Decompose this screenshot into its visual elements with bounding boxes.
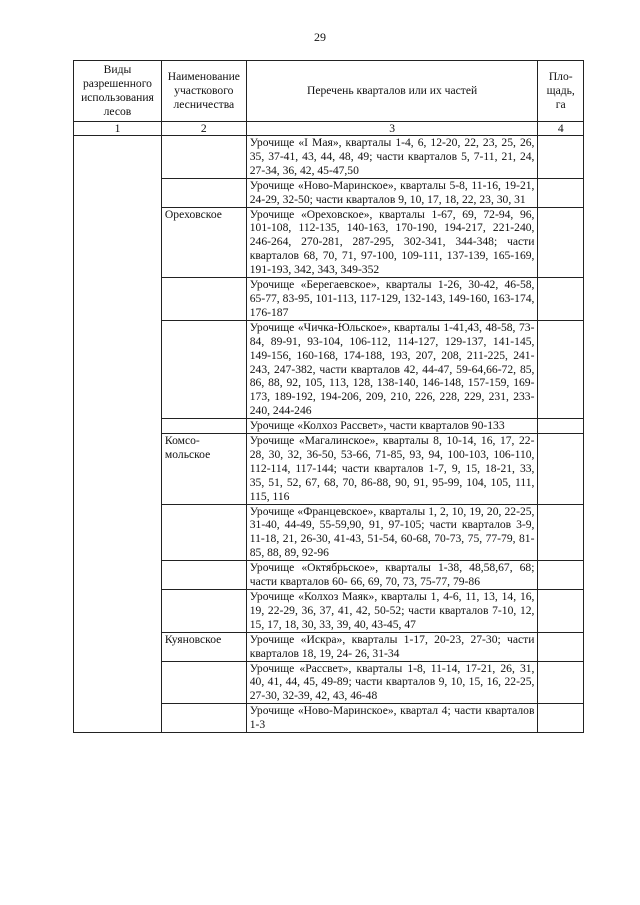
column-number: 1 [74,122,162,136]
forestry-cell [161,419,246,434]
forestry-cell [161,178,246,207]
quarters-cell: Урочище «Ореховское», кварталы 1-67, 69, 72-94, 96, 101-108, 112-135, 140-163, 170-190, 194-217, 221-240, 246-264, 270-281, 287-295, 302-341, 344-348; части кварталов 68, 70, 71, 97-100, 109-111, 137-139, 165-169, 191-193, 342, 343, 349-352 [246,207,538,278]
page-number: 29 [314,30,326,44]
table-row [74,136,584,179]
area-cell [538,561,584,590]
header-quarters-list: Перечень кварталов или их частей [246,61,538,122]
area-cell [538,434,584,505]
forestry-cell [161,504,246,561]
usage-type-cell [74,136,162,733]
forestry-cell [161,320,246,418]
header-forestry-name: Наименование участкового лесничества [161,61,246,122]
quarters-cell: Урочище «Францевское», кварталы 1, 2, 10, 19, 20, 22-25, 31-40, 44-49, 55-59,90, 91, 97-105; части кварталов 3-9, 11-18, 21, 26-30, 41-43, 51-54, 60-68, 70-73, 75, 77-79, 81-85, 88, 89, 92-96 [246,504,538,561]
area-cell [538,207,584,278]
header-row [74,61,584,122]
forestry-cell: Куяновское [161,632,246,661]
column-number: 3 [246,122,538,136]
area-cell [538,661,584,704]
forestry-cell [161,136,246,179]
quarters-cell: Урочище «Колхоз Маяк», кварталы 1, 4-6, 11, 13, 14, 16, 19, 22-29, 36, 37, 41, 42, 50-52; части кварталов 7-10, 12, 15, 17, 18, 30, 33, 39, 40, 43-45, 47 [246,590,538,633]
forestry-cell [161,661,246,704]
area-cell [538,504,584,561]
area-cell [538,320,584,418]
forestry-cell [161,704,246,733]
quarters-cell: Урочище «Октябрьское», кварталы 1-38, 48,58,67, 68; части кварталов 60- 66, 69, 70, 73, 75-77, 79-86 [246,561,538,590]
quarters-cell: Урочище «Магалинское», кварталы 8, 10-14, 16, 17, 22-28, 30, 32, 36-50, 53-66, 71-85, 93, 94, 100-103, 106-110, 112-114, 117-144; части кварталов 1-7, 9, 15, 18-21, 33, 35, 51, 52, 67, 68, 70, 86-88, 90, 91, 95-99, 104, 105, 111, 115, 116 [246,434,538,505]
area-cell [538,136,584,179]
area-cell [538,178,584,207]
column-number-row [74,122,584,136]
quarters-cell: Урочище «Берегаевское», кварталы 1-26, 30-42, 46-58, 65-77, 83-95, 101-113, 117-129, 132-143, 149-160, 163-174, 176-187 [246,278,538,321]
forest-quarters-table [73,60,584,733]
quarters-cell: Урочище «Рассвет», кварталы 1-8, 11-14, 17-21, 26, 31, 40, 41, 44, 45, 49-89; части кварталов 9, 10, 15, 16, 22-25, 27-30, 32-39, 42, 43, 46-48 [246,661,538,704]
area-cell [538,632,584,661]
quarters-cell: Урочище «Ново-Маринское», квартал 4; части кварталов 1-3 [246,704,538,733]
forestry-cell [161,590,246,633]
header-area: Пло-щадь, га [538,61,584,122]
quarters-cell: Урочище «Чичка-Юльское», кварталы 1-41,43, 48-58, 73-84, 89-91, 93-104, 106-112, 114-127, 129-137, 141-145, 149-156, 160-168, 174-188, 193, 207, 208, 211-225, 241-243, 247-382, части кварталов 42, 44-47, 59-64,66-72, 85, 86, 88, 92, 105, 113, 128, 138-140, 146-148, 157-159, 169-173, 189-192, 194-206, 209, 210, 226, 228, 229, 231, 233-240, 244-246 [246,320,538,418]
forestry-cell [161,278,246,321]
quarters-cell: Урочище «Искра», кварталы 1-17, 20-23, 27-30; части кварталов 18, 19, 24- 26, 31-34 [246,632,538,661]
column-number: 4 [538,122,584,136]
quarters-cell: Урочище «Ново-Маринское», кварталы 5-8, 11-16, 19-21, 24-29, 32-50; части кварталов 9, 10, 17, 18, 22, 23, 30, 31 [246,178,538,207]
quarters-cell: Урочище «Колхоз Рассвет», части кварталов 90-133 [246,419,538,434]
column-number: 2 [161,122,246,136]
forestry-cell: Комсо-мольское [161,434,246,505]
forestry-cell [161,561,246,590]
area-cell [538,278,584,321]
area-cell [538,590,584,633]
area-cell [538,704,584,733]
header-usage-type: Виды разрешенного использования лесов [74,61,162,122]
quarters-cell: Урочище «I Мая», кварталы 1-4, 6, 12-20, 22, 23, 25, 26, 35, 37-41, 43, 44, 48, 49; части кварталов 5, 7-11, 21, 24, 27-34, 36, 42, 45-47,50 [246,136,538,179]
area-cell [538,419,584,434]
forestry-cell: Ореховское [161,207,246,278]
